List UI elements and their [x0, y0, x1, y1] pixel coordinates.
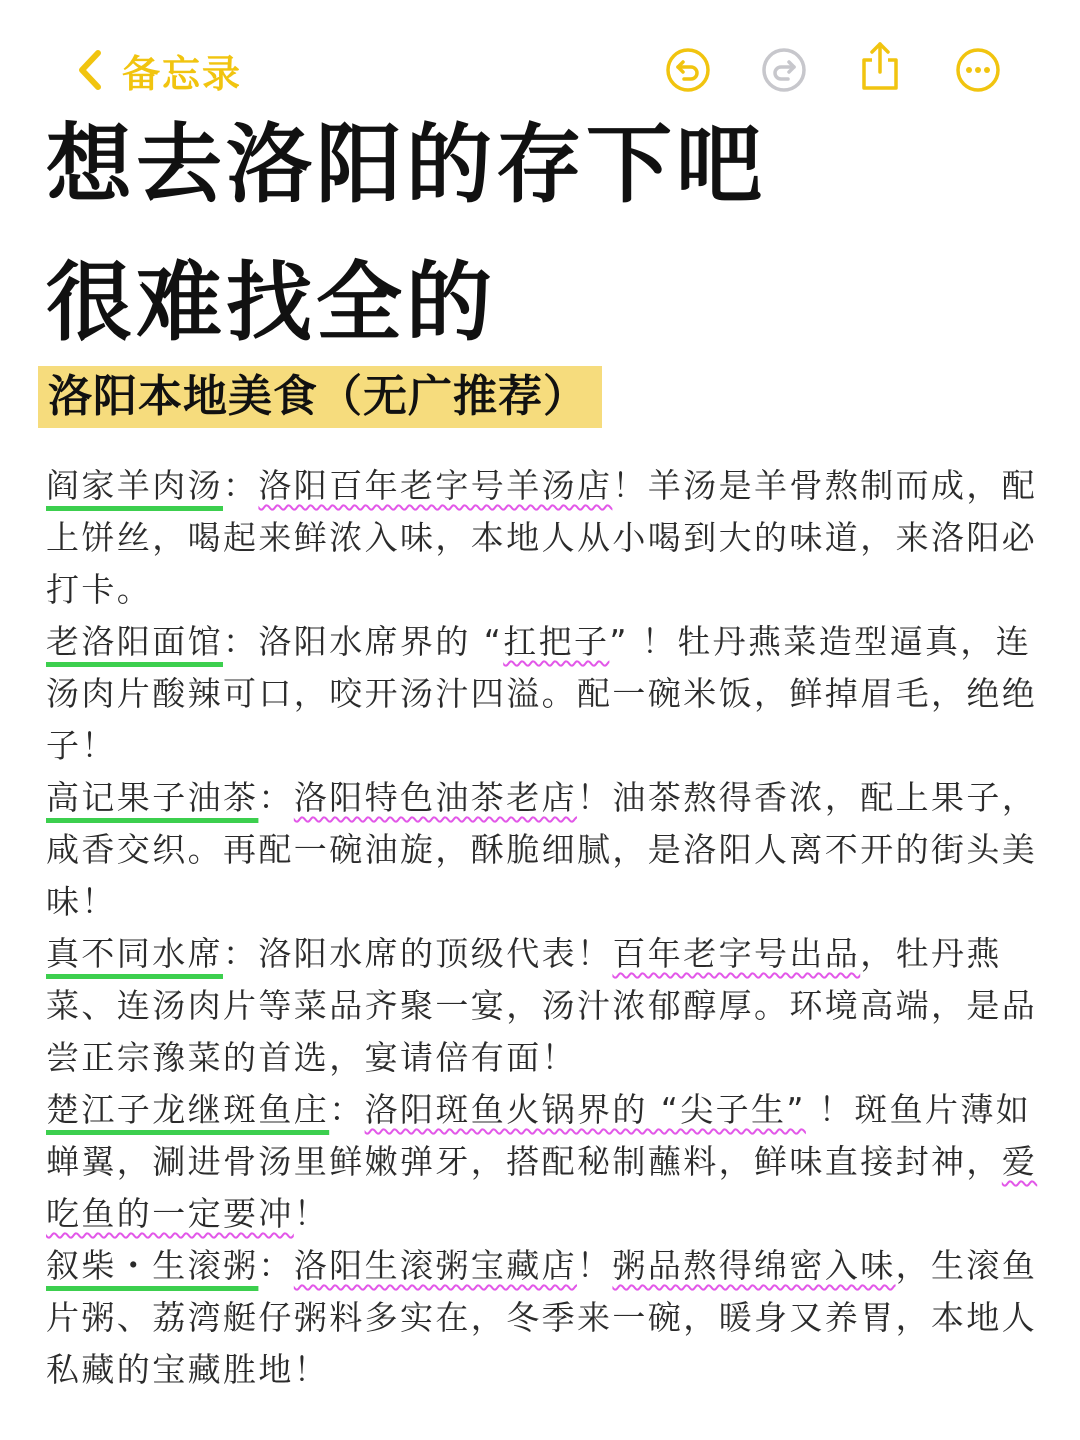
wavy-highlight: 百年老字号出品	[612, 934, 861, 973]
restaurant-name: 高记果子油茶	[46, 778, 259, 817]
wavy-highlight: 爱吃鱼的一定要冲	[46, 1142, 1038, 1233]
restaurant-entry	[46, 1240, 1046, 1396]
restaurant-name: 阎家羊肉汤	[46, 466, 223, 505]
wavy-highlight: 粥品熬得绵密入味	[612, 1246, 896, 1285]
entry-text: ” ！牡丹燕菜造型逼真，连汤肉片酸辣可口，咬开汤汁四溢。配一碗米饭，鲜掉眉毛，绝绝子！	[46, 622, 1038, 765]
entry-text: ！斑鱼片薄如蝉翼，涮进骨汤里鲜嫩弹牙，搭配秘制蘸料，鲜味直接封神，	[46, 1090, 1032, 1181]
more-button[interactable]	[954, 46, 1002, 94]
entry-text: ！	[577, 1246, 613, 1285]
restaurant-entry	[46, 928, 1046, 1084]
highlighted-subtitle: 洛阳本地美食（无广推荐）	[38, 366, 602, 428]
share-button[interactable]	[856, 40, 904, 88]
entry-text: 洛阳水席的顶级代表！	[258, 934, 613, 973]
entry-text: ！油茶熬得香浓，配上果子，咸香交织。再配一碗油旋，酥脆细腻，是洛阳人离不开的街头美味！	[46, 778, 1038, 921]
wavy-highlight: 洛阳特色油茶老店	[293, 778, 578, 817]
restaurant-name: 真不同水席	[46, 934, 223, 973]
separator: ：	[258, 778, 294, 817]
note-body[interactable]	[46, 460, 1046, 1396]
separator: ：	[329, 1090, 365, 1129]
undo-icon	[664, 46, 712, 94]
wavy-highlight: 洛阳百年老字号羊汤店	[258, 466, 613, 505]
undo-button[interactable]	[664, 46, 712, 94]
back-button[interactable]	[72, 42, 242, 98]
restaurant-entry	[46, 772, 1046, 928]
restaurant-entry	[46, 1084, 1046, 1240]
restaurant-entry	[46, 460, 1046, 616]
entry-text: ，牡丹燕菜、连汤肉片等菜品齐聚一宴，汤汁浓郁醇厚。环境高端，是品尝正宗豫菜的首选，宴请倍有面！	[46, 934, 1038, 1077]
more-icon	[954, 46, 1002, 94]
separator: ：	[223, 934, 259, 973]
entry-text: ！	[293, 1194, 330, 1233]
entry-text: ，生滚鱼片粥、荔湾艇仔粥料多实在，冬季来一碗，暖身又养胃，本地人私藏的宝藏胜地！	[46, 1246, 1038, 1389]
restaurant-name: 叙柴・生滚粥	[46, 1246, 259, 1285]
entry-text: ！羊汤是羊骨熬制而成，配上饼丝，喝起来鲜浓入味，本地人从小喝到大的味道，来洛阳必打卡。	[46, 466, 1038, 609]
redo-icon	[760, 46, 808, 94]
back-label: 备忘录	[122, 51, 243, 96]
note-title-line-2: 很难找全的	[46, 253, 496, 353]
note-title-line-1: 想去洛阳的存下吧	[46, 115, 766, 215]
wavy-highlight: 洛阳斑鱼火锅界的 “尖子生”	[364, 1090, 806, 1129]
entry-text: 洛阳水席界的 “	[258, 622, 504, 661]
restaurant-entry	[46, 616, 1046, 772]
share-icon	[856, 40, 904, 92]
separator: ：	[223, 466, 259, 505]
wavy-highlight: 扛把子	[503, 622, 610, 661]
separator: ：	[258, 1246, 294, 1285]
chevron-left-icon	[72, 47, 106, 93]
restaurant-name: 楚江子龙继斑鱼庄	[46, 1090, 330, 1129]
restaurant-name: 老洛阳面馆	[46, 622, 223, 661]
separator: ：	[223, 622, 259, 661]
wavy-highlight: 洛阳生滚粥宝藏店	[293, 1246, 578, 1285]
redo-button[interactable]	[760, 46, 808, 94]
navigation-bar	[0, 0, 1080, 120]
